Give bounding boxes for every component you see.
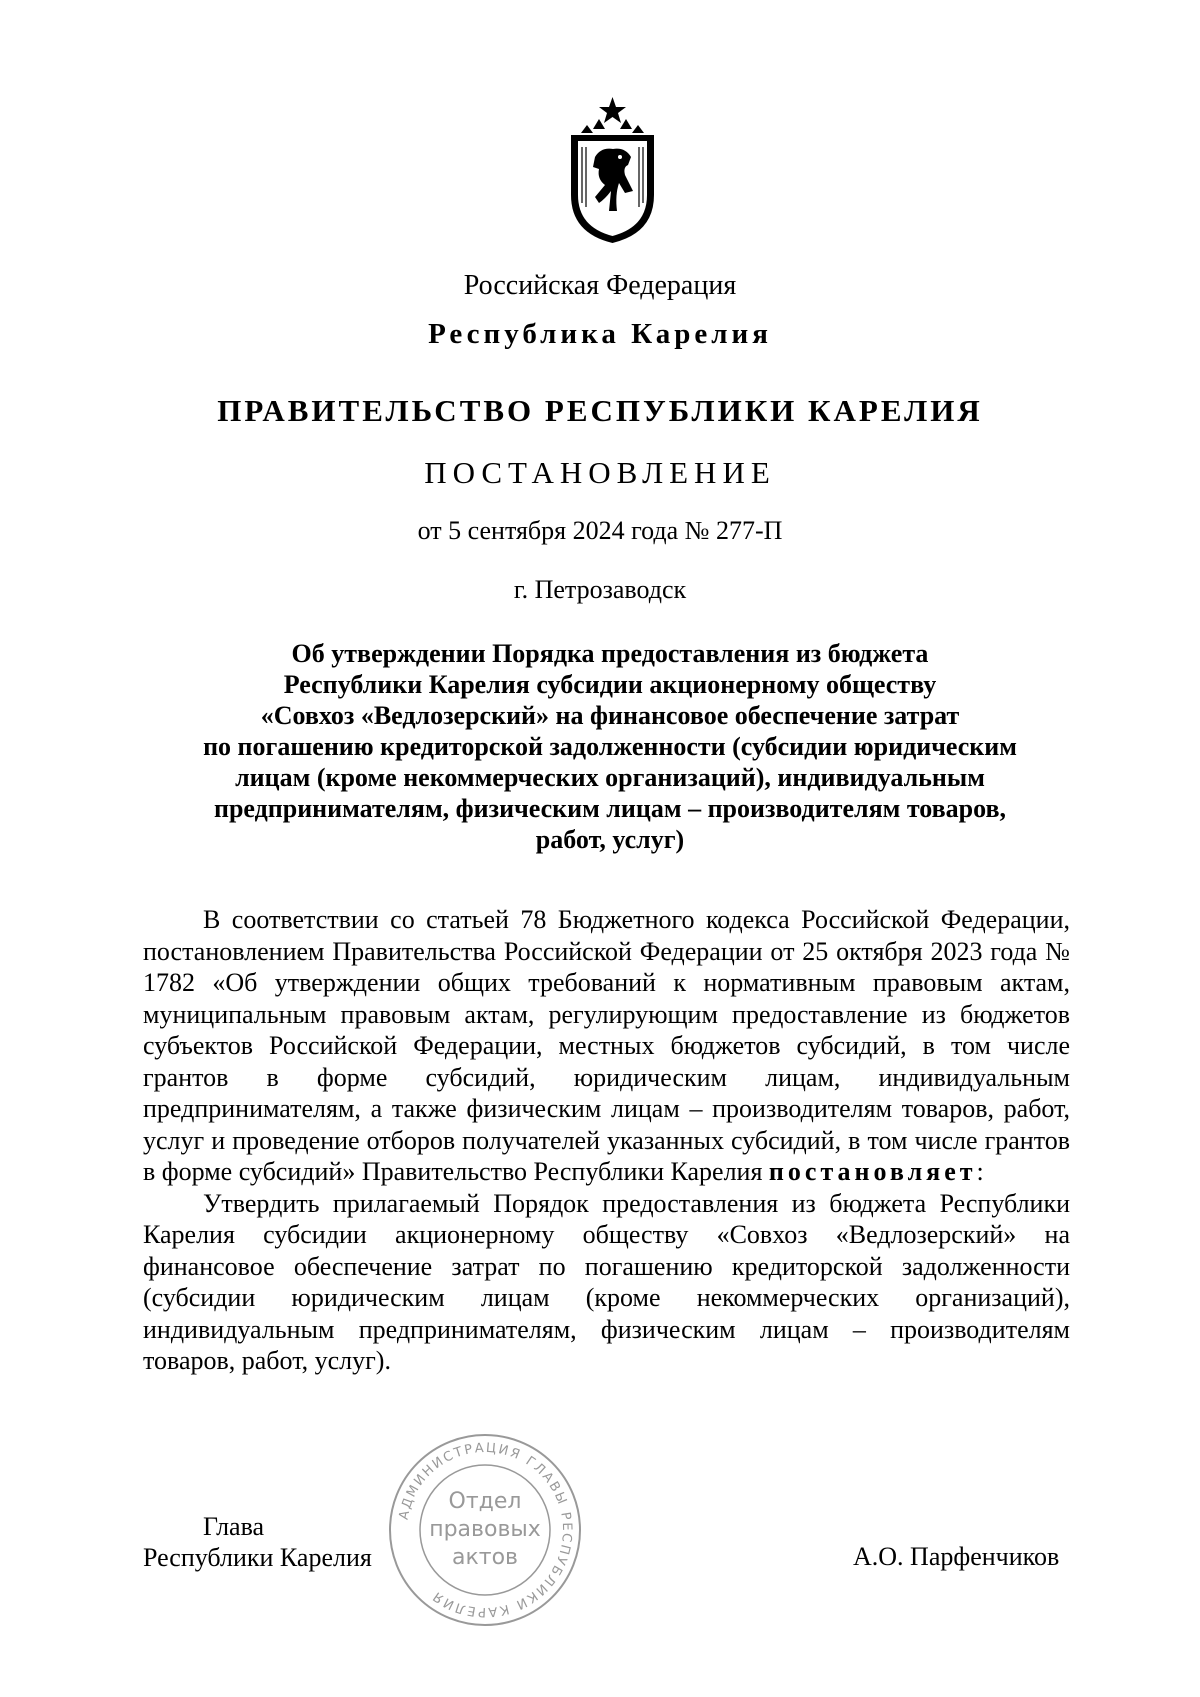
preamble-end: : (976, 1157, 984, 1186)
stamp-ring-text: АДМИНИСТРАЦИЯ ГЛАВЫ РЕСПУБЛИКИ КАРЕЛИЯ (396, 1440, 575, 1620)
document-type: ПОСТАНОВЛЕНИЕ (424, 455, 776, 490)
title-line: по погашению кредиторской задолженности (субсидии юридическим (203, 732, 1017, 761)
legal-department-stamp (385, 1430, 585, 1630)
body-paragraph-resolution: Утвердить прилагаемый Порядок предоставления из бюджета Республики Карелия субсидии акционерному обществу «Совхоз «Ведлозерский» на финансовое обеспечение затрат по погашению кредиторской задолженности (субсидии юридическим лицам (кроме некоммерческих организаций), индивидуальным предпринимателям, физическим лицам – производителям товаров, работ, услуг). (143, 1188, 1070, 1375)
title-line: предпринимателям, физическим лицам – производителям товаров, (213, 794, 1007, 823)
stamp-line2: правовых (429, 1517, 541, 1542)
document-body (143, 904, 1070, 1377)
document-city: г. Петрозаводск (513, 575, 687, 604)
document-title (150, 638, 1070, 855)
title-line: лицам (кроме некоммерческих организаций), индивидуальным (235, 763, 985, 792)
document-date-number: от 5 сентября 2024 года № 277-П (417, 516, 783, 545)
republic-name: Республика Карелия (428, 318, 772, 350)
government-name: ПРАВИТЕЛЬСТВО РЕСПУБЛИКИ КАРЕЛИЯ (217, 393, 983, 428)
stamp-line1: Отдел (448, 1489, 522, 1514)
title-line: Республики Карелия субсидии акционерному обществу (283, 670, 937, 699)
signatory-title-line1: Глава (203, 1512, 265, 1541)
title-line: работ, услуг) (535, 825, 685, 854)
decree-word: постановляет (768, 1157, 977, 1186)
title-line: Об утверждении Порядка предоставления из бюджета (291, 639, 929, 668)
signatory-title-line2: Республики Карелия (143, 1543, 372, 1572)
stamp-line3: актов (451, 1545, 519, 1570)
country-name: Российская Федерация (463, 270, 737, 301)
karelia-coat-of-arms-icon (565, 95, 660, 245)
preamble-text: В соответствии со статьей 78 Бюджетного кодекса Российской Федерации, постановлением Правительства Российской Федерации от 25 октября 2023 года № 1782 «Об утверждении общих требований к нормативным правовым актам, муниципальным правовым актам, регулирующим предоставление из бюджетов субъектов Российской Федерации, местных бюджетов субсидий, в том числе грантов в форме субсидий, юридическим лицам, индивидуальным предпринимателям, а также физическим лицам – производителям товаров, работ, услуг и проведение отборов получателей указанных субсидий, в том числе грантов в форме субсидий» Правительство Республики Карелия (143, 905, 1070, 1186)
title-line: «Совхоз «Ведлозерский» на финансовое обеспечение затрат (260, 701, 960, 730)
body-paragraph-preamble (143, 904, 1070, 1188)
signatory-name: А.О. Парфенчиков (853, 1542, 1060, 1571)
